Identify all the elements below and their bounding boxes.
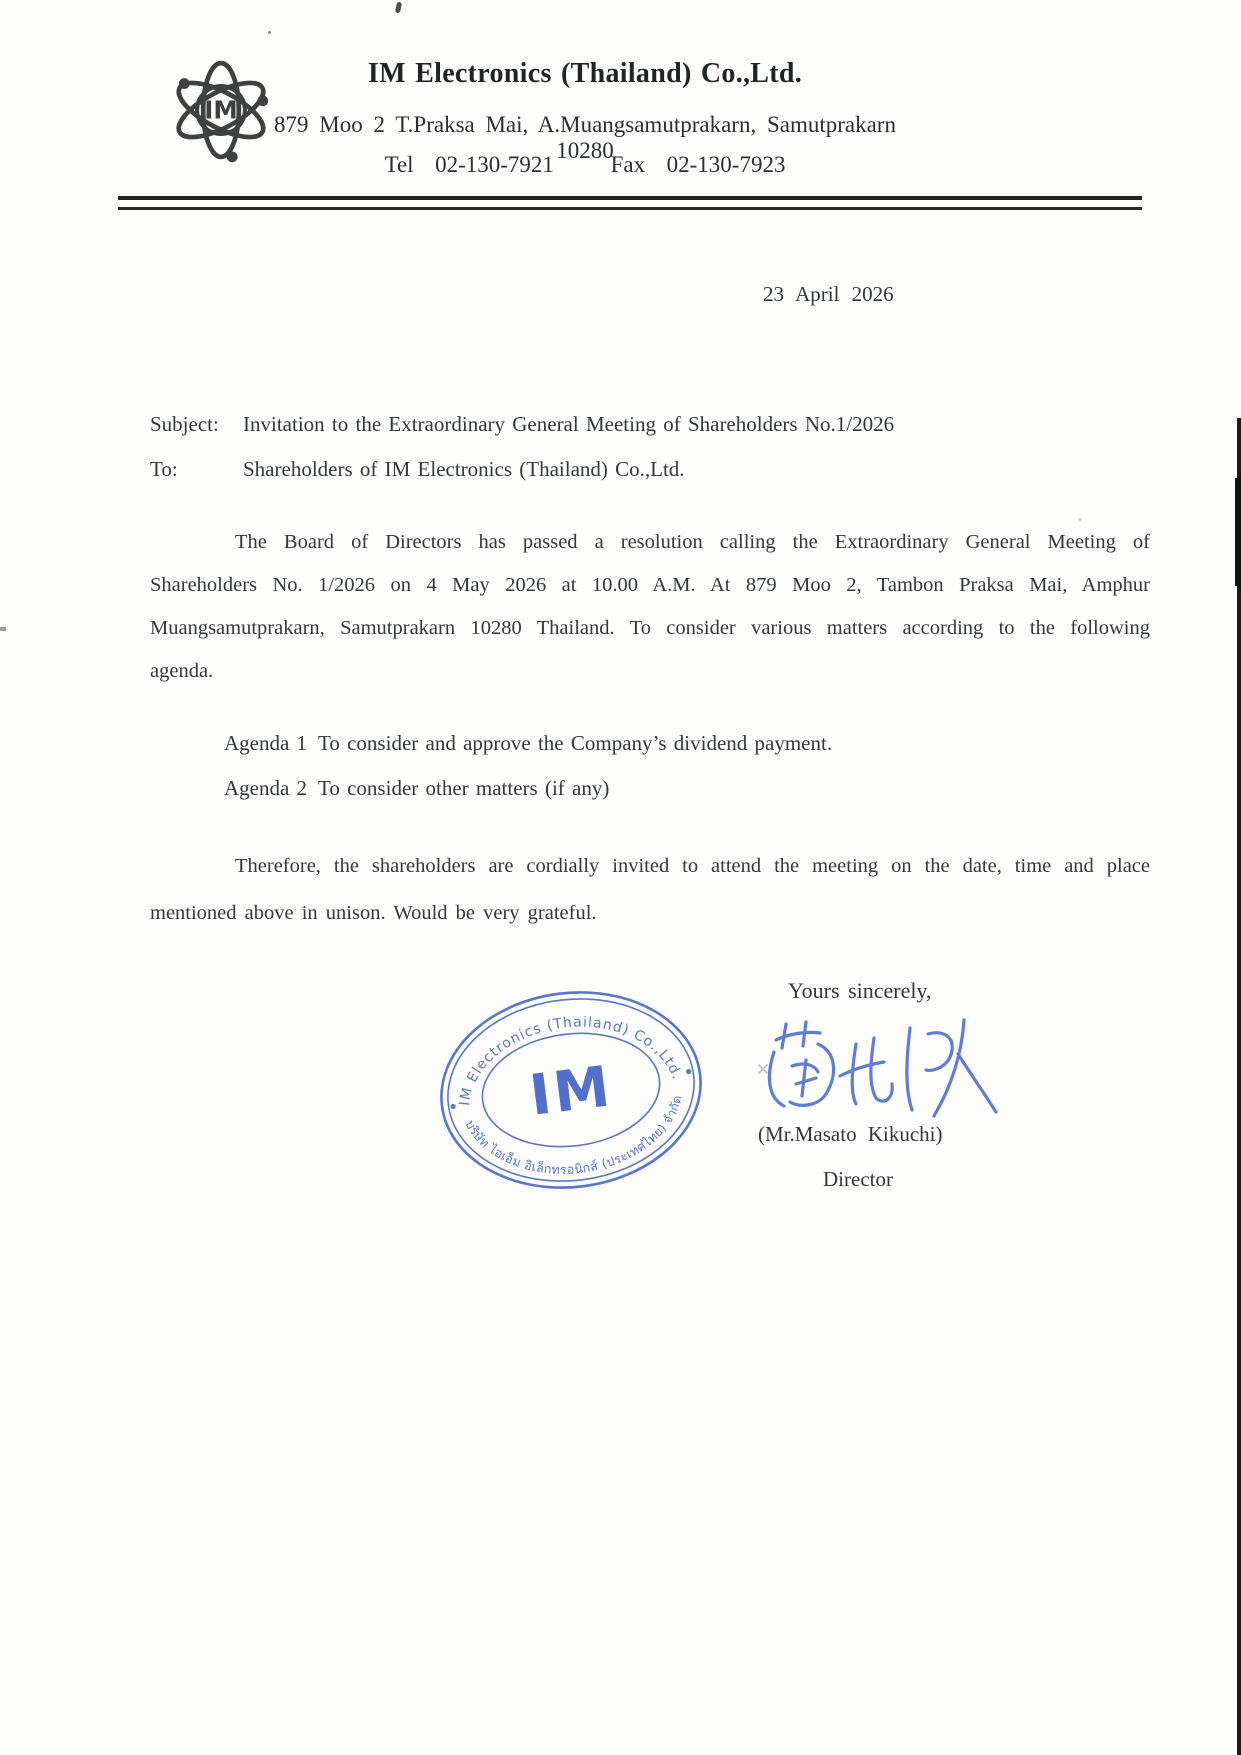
signer-title: Director <box>823 1167 893 1191</box>
agenda-item-2 <box>224 776 609 801</box>
scan-edge-strip-wide <box>1235 478 1241 586</box>
scan-speck <box>0 627 6 631</box>
letter-date: 23 April 2026 <box>763 282 894 306</box>
fax-label: Fax <box>610 152 646 177</box>
company-name: IM Electronics (Thailand) Co.,Ltd. <box>367 58 803 89</box>
agenda-item-1 <box>224 731 832 756</box>
fax-entry <box>611 152 786 177</box>
subject-text: Invitation to the Extraordinary General Meeting of Shareholders No.1/2026 <box>243 412 895 436</box>
to-label: To: <box>150 457 178 481</box>
subject-row <box>150 412 894 437</box>
company-contact-line <box>240 152 930 178</box>
signer-name: (Mr.Masato Kikuchi) <box>758 1122 943 1146</box>
scan-edge-strip <box>1237 418 1241 1755</box>
header-divider-top <box>118 196 1142 200</box>
scan-speck <box>268 31 271 34</box>
fax-number: 02-130-7923 <box>666 152 786 177</box>
company-address: 879 Moo 2 T.Praksa Mai, A.Muangsamutprakarn, Samutprakarn 10280 <box>274 112 896 163</box>
to-row <box>150 457 685 482</box>
stamp-center-text: IM <box>526 1054 617 1129</box>
closing-salutation: Yours sincerely, <box>788 978 932 1003</box>
paragraph-line: mentioned above in unison. Would be very grateful. <box>150 902 597 924</box>
body-paragraph-2 <box>150 843 1150 937</box>
agenda-2-label: Agenda 2 <box>224 776 308 800</box>
scan-speck <box>395 2 402 14</box>
handwritten-signature <box>688 1014 998 1126</box>
header-divider-bottom <box>118 207 1142 210</box>
to-text: Shareholders of IM Electronics (Thailand) Co.,Ltd. <box>243 457 685 481</box>
subject-label: Subject: <box>150 412 219 436</box>
paragraph-line: Therefore, the shareholders are cordially invited to attend the meeting on the date, time and place <box>235 855 1150 877</box>
company-stamp <box>435 988 707 1192</box>
scan-speck <box>1078 518 1082 521</box>
tel-label: Tel <box>384 152 414 177</box>
paragraph-line: agenda. <box>150 660 214 682</box>
agenda-1-label: Agenda 1 <box>224 731 308 755</box>
stamp-arc-top-text: IM Electronics (Thailand) Co.,Ltd. <box>457 1014 686 1107</box>
logo-text: IM <box>204 95 238 125</box>
tel-number: 02-130-7921 <box>435 152 554 177</box>
paragraph-line: Shareholders No. 1/2026 on 4 May 2026 at 10.00 A.M. At 879 Moo 2, Tambon Praksa Mai, Amphur <box>150 574 1150 596</box>
body-paragraph-1 <box>150 521 1150 693</box>
paragraph-line: Muangsamutprakarn, Samutprakarn 10280 Thailand. To consider various matters according to the following <box>150 617 1150 639</box>
agenda-1-text: To consider and approve the Company’s dividend payment. <box>318 731 833 755</box>
stamp-arc-bottom-text: บริษัท ไอเอ็ม อิเล็กทรอนิกส์ (ประเทศไทย) จำกัด <box>462 1093 685 1177</box>
agenda-2-text: To consider other matters (if any) <box>318 776 610 800</box>
tel-entry <box>385 152 554 177</box>
paragraph-line: The Board of Directors has passed a resolution calling the Extraordinary General Meeting of <box>235 531 1150 553</box>
